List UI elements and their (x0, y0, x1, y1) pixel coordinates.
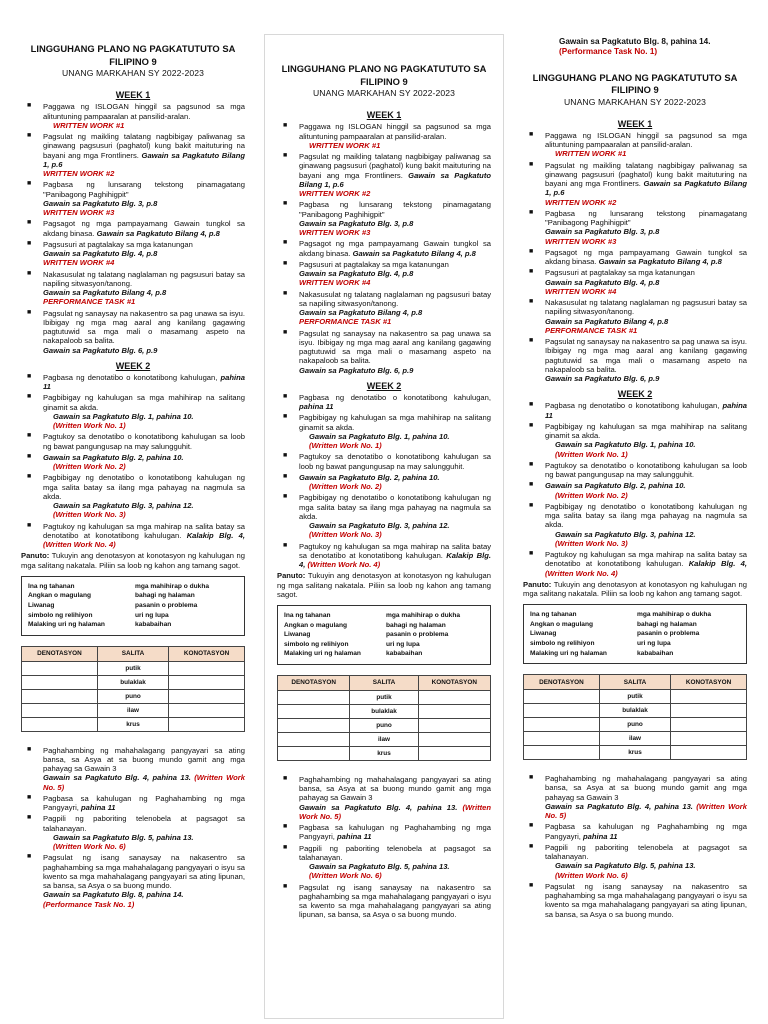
week-1-heading: WEEK 1 (115, 90, 151, 101)
week-2b-list (277, 775, 491, 920)
list-item: ■ Pagsagot ng mga pampayamang Gawain tungkol sa akdang binasa. Gawain sa Pagkatuto Bilang 4, p.8 (27, 219, 245, 238)
list-item: ■ Pagsulat ng sanaysay na nakasentro sa pag unawa sa isyu. Ibibigay ng mga mag aaral ang kanilang gagawing pagtutuwid sa mga mali o masamang aspeto na nakapaloob sa balita. Gawain sa Pagkatuto Blg. 6, p.9 (27, 308, 245, 355)
list-item: ■ Pagtukoy ng kahulugan sa mga mahirap na salita batay sa denotatibo at konotatibong kahulugan. Kalakip Blg. 4, (Written Work No. 4) (27, 521, 245, 550)
list-item: ■ Pagsulat ng maikling talatang nagbibigay paliwanag sa ginawang pagsusuri (paghatol) kung bakit maituturing na bayani ang mga Frontliners. Gawain sa Pagkatuto Bilang 1, p.6 WRITTEN WORK #2 (27, 132, 245, 179)
list-item: ■ Pagsusuri at pagtalakay sa mga katanungan Gawain sa Pagkatuto Blg. 4, p.8 WRITTEN WORK #4 (529, 268, 695, 296)
list-item: ■ Paghahambing ng mahahalagang pangyayari sa ating bansa, sa Asya at sa buong mundo gamit ang mga pahayag sa Gawain 3 Gawain sa Pagkatuto Blg. 4, pahina 13. (Written Work No. 5) (27, 745, 245, 792)
list-item: ■ Pagbasa sa kahulugan ng Paghahambing ng mga Pangyayri, pahina 11 (529, 822, 747, 841)
list-item: ■ Pagpili ng paboriting telenobela at pagsagot sa talahanayan. Gawain sa Pagkatuto Blg. 5, pahina 13. (Written Work No. 6) (27, 814, 245, 852)
list-item: ■ Pagsulat ng sanaysay na nakasentro sa pag unawa sa isyu. Ibibigay ng mga mag aaral ang kanilang gagawing pagtutuwid sa mga mali o masamang aspeto na nakapaloob sa balita. Gawain sa Pagkatuto Blg. 6, p.9 (283, 328, 491, 375)
document-subtitle: UNANG MARKAHAN SY 2022-2023 (312, 88, 455, 99)
table-row: krus (22, 717, 245, 731)
list-item: ■ Pagpili ng paboriting telenobela at pagsagot sa talahanayan. Gawain sa Pagkatuto Blg. 5, pahina 13. (Written Work No. 6) (283, 843, 491, 881)
word-choices-box (523, 604, 747, 664)
denotasyon-table: DENOTASYON SALITA KONOTASYON putik bulaklak puno ilaw krus (523, 674, 747, 760)
word-choices-box (21, 576, 245, 636)
instructions: Panuto: Tukuyin ang denotasyon at konotasyon ng kahulugan ng mga salitang nakatala. Piliin sa loob ng kahon ang tamang sagot. (523, 579, 747, 599)
table-row: putik (22, 661, 245, 675)
table-row: putik (524, 690, 747, 704)
list-item: ■ Pagsulat ng maikling talatang nagbibigay paliwanag sa ginawang pagsusuri (paghatol) kung bakit maituturing na bayani ang mga Frontliners. Gawain sa Pagkatuto Bilang 1, p.6 WRITTEN WORK #2 (283, 152, 491, 199)
instructions: Panuto: Tukuyin ang denotasyon at konotasyon ng kahulugan ng mga salitang nakatala. Piliin sa loob ng kahon ang tamang sagot. (21, 551, 245, 570)
instructions: Panuto: Tukuyin ang denotasyon at konotasyon ng kahulugan ng mga salitang nakatala. Piliin sa loob ng kahon ang tamang sagot. (277, 571, 491, 599)
list-item: ■ Pagtukoy ng kahulugan sa mga mahirap na salita batay sa denotatibo at konotatibong kahulugan. Kalakip Blg. 4, (Written Work No. 4) (283, 541, 491, 570)
list-item: ■ Pagsulat ng isang sanaysay na nakasentro sa paghahambing sa mga mahahalagang pangyayari o isyu sa kwento sa mga mahahalagang pangyayari sa ating lipunan, sa bansa, sa Asya o sa buong mundo. (283, 882, 491, 920)
table-row: puno (278, 718, 491, 732)
word-choices-box (277, 605, 491, 665)
list-item: ■ Pagtukoy sa denotatibo o konotatibong kahulugan sa loob ng bawat pangungusap na may salungguhit. (27, 432, 245, 451)
word-choices-right: mga mahihirap o dukha bahagi ng halaman pasanin o problema uri ng lupa kababaihan (386, 612, 461, 658)
week-2-list (523, 401, 747, 578)
document-title: LINGGUHANG PLANO NG PAGKATUTUTO SA FILIPINO 9 (281, 63, 487, 87)
table-row: ilaw (22, 703, 245, 717)
list-item: ■ Pagbasa ng denotatibo o konotatibong kahulugan, pahina 11 (529, 401, 747, 420)
week-2-heading: WEEK 2 (366, 380, 402, 391)
list-item: ■ Paggawa ng ISLOGAN hinggil sa pagsunod sa mga alituntuning pampaaralan at pansilid-aralan. WRITTEN WORK #1 (27, 102, 245, 130)
word-choices-left: Ina ng tahanan Angkan o magulang Liwanag simbolo ng relihiyon Malaking uri ng halaman (530, 611, 607, 657)
week-2b-list (21, 746, 245, 909)
list-item: ■ Pagbibigay ng denotatibo o konotatibong kahulugan ng mga salita batay sa ilang mga pahayag na nagmula sa akda. Gawain sa Pagkatuto Blg. 3, pahina 12. (Written Work No. 3) (529, 501, 747, 548)
word-choices-right: mga mahihirap o dukha bahagi ng halaman pasanin o problema uri ng lupa kababaihan (135, 582, 210, 629)
list-item: ■ Pagbasa ng lunsarang tekstong pinamagatang "Panibagong Paghihigpit" Gawain sa Pagkatuto Blg. 3, p.8 WRITTEN WORK #3 (283, 200, 491, 238)
document-title: LINGGUHANG PLANO NG PAGKATUTUTO SA FILIPINO 9 (532, 71, 738, 96)
table-row: puno (524, 718, 747, 732)
list-item: ■ Pagsulat ng maikling talatang nagbibigay paliwanag sa ginawang pagsusuri (paghatol) kung bakit maituturing na bayani ang mga Frontliners. Gawain sa Pagkatuto Bilang 1, p.6 WRITTEN WORK #2 (529, 160, 747, 207)
document-subtitle: UNANG MARKAHAN SY 2022-2023 (563, 96, 706, 107)
week-1-list (523, 131, 747, 384)
list-item: ■ Paghahambing ng mahahalagang pangyayari sa ating bansa, sa Asya at sa buong mundo gamit ang mga pahayag sa Gawain 3 Gawain sa Pagkatuto Blg. 4, pahina 13. (Written Work No. 5) (529, 774, 747, 821)
list-item: ■ Pagbibigay ng denotatibo o konotatibong kahulugan ng mga salita batay sa ilang mga pahayag na nagmula sa akda. Gawain sa Pagkatuto Blg. 3, pahina 12. (Written Work No. 3) (283, 493, 491, 540)
week-2-list (277, 393, 491, 570)
list-item: ■ Pagsulat ng sanaysay na nakasentro sa pag unawa sa isyu. Ibibigay ng mga mag aaral ang kanilang gagawing pagtutuwid sa mga mali o masamang aspeto na nakapaloob sa balita. Gawain sa Pagkatuto Blg. 6, p.9 (529, 337, 747, 384)
list-item: ■ Pagtukoy sa denotatibo o konotatibong kahulugan sa loob ng bawat pangungusap na may salungguhit. (529, 460, 747, 480)
list-item: ■ Pagtukoy ng kahulugan sa mga mahirap na salita batay sa denotatibo at konotatibong kahulugan. Kalakip Blg. 4, (Written Work No. 4) (529, 550, 747, 578)
list-item: ■ Nakasusulat ng talatang naglalaman ng pagsusuri batay sa napiling sitwasyon/tanong. Gawain sa Pagkatuto Bilang 4, p.8 PERFORMANCE TASK #1 (27, 269, 245, 307)
table-row: krus (278, 746, 491, 760)
plan-sheet-left (8, 36, 258, 1016)
table-row: bulaklak (278, 704, 491, 718)
list-item: ■ Pagpili ng paboriting telenobela at pagsagot sa talahanayan. Gawain sa Pagkatuto Blg. 5, pahina 13. (Written Work No. 6) (529, 842, 747, 880)
table-row: puno (22, 689, 245, 703)
week-1-list (277, 122, 491, 375)
document-title: LINGGUHANG PLANO NG PAGKATUTUTO SA FILIPINO 9 (30, 43, 236, 67)
table-row: bulaklak (524, 704, 747, 718)
word-choices-left: Ina ng tahanan Angkan o magulang Liwanag simbolo ng relihiyon Malaking uri ng halaman (28, 582, 105, 629)
denotasyon-table: DENOTASYON SALITA KONOTASYON putik bulaklak puno ilaw krus (277, 675, 491, 761)
list-item: ■ Pagsagot ng mga pampayamang Gawain tungkol sa akdang binasa. Gawain sa Pagkatuto Bilang 4, p.8 (529, 247, 747, 267)
table-row: putik (278, 690, 491, 704)
list-item: ■ Pagbasa ng lunsarang tekstong pinamagatang "Panibagong Paghihigpit" Gawain sa Pagkatuto Blg. 3, p.8 WRITTEN WORK #3 (27, 180, 245, 218)
list-item: ■ Pagsusuri at pagtalakay sa mga katanungan Gawain sa Pagkatuto Blg. 4, p.8 WRITTEN WORK #4 (283, 259, 449, 288)
document-subtitle: UNANG MARKAHAN SY 2022-2023 (61, 68, 204, 79)
week-2b-list (523, 774, 747, 919)
table-row: ilaw (278, 732, 491, 746)
list-item: ■ Pagbasa sa kahulugan ng Paghahambing ng mga Pangyayri, pahina 11 (283, 823, 491, 842)
list-item: ■ Pagsusuri at pagtalakay sa mga katanungan Gawain sa Pagkatuto Blg. 4, p.8 WRITTEN WORK #4 (27, 239, 193, 268)
list-item: ■ Pagbibigay ng kahulugan sa mga mahihirap na salitang ginamit sa akda. Gawain sa Pagkatuto Blg. 1, pahina 10. (Written Work No. 1) (27, 393, 245, 431)
list-item: ■ Pagsagot ng mga pampayamang Gawain tungkol sa akdang binasa. Gawain sa Pagkatuto Bilang 4, p.8 (283, 239, 491, 258)
table-row: bulaklak (22, 675, 245, 689)
list-item: ■ Pagbasa ng denotatibo o konotatibong kahulugan, pahina 11 (27, 372, 245, 392)
week-1-heading: WEEK 1 (617, 118, 653, 129)
list-item: ■ Pagbibigay ng kahulugan sa mga mahihirap na salitang ginamit sa akda. Gawain sa Pagkatuto Blg. 1, pahina 10. (Written Work No. 1) (283, 413, 491, 451)
list-item: ■ Pagtukoy sa denotatibo o konotatibong kahulugan sa loob ng bawat pangungusap na may salungguhit. (283, 452, 491, 471)
week-2-heading: WEEK 2 (617, 389, 653, 400)
list-item: ■ Pagbibigay ng denotatibo o konotatibong kahulugan ng mga salita batay sa ilang mga pahayag na nagmula sa akda. Gawain sa Pagkatuto Blg. 3, pahina 12. (Written Work No. 3) (27, 473, 245, 520)
list-item: ■ Paggawa ng ISLOGAN hinggil sa pagsunod sa mga alituntuning pampaaralan at pansilid-aralan. WRITTEN WORK #1 (283, 122, 491, 150)
week-1-heading: WEEK 1 (366, 110, 402, 121)
list-item: ■ Gawain sa Pagkatuto Blg. 2, pahina 10. (Written Work No. 2) (529, 481, 686, 500)
list-item: ■ Gawain sa Pagkatuto Blg. 2, pahina 10. (Written Work No. 2) (27, 452, 184, 472)
word-choices-left: Ina ng tahanan Angkan o magulang Liwanag simbolo ng relihiyon Malaking uri ng halaman (284, 612, 361, 658)
list-item: ■ Pagbasa ng lunsarang tekstong pinamagatang "Panibagong Paghihigpit" Gawain sa Pagkatuto Blg. 3, p.8 WRITTEN WORK #3 (529, 208, 747, 246)
list-item: ■ Nakasusulat ng talatang naglalaman ng pagsusuri batay sa napiling sitwasyon/tanong. Gawain sa Pagkatuto Bilang 4, p.8 PERFORMANCE TASK #1 (529, 298, 747, 335)
list-item: ■ Pagbasa ng denotatibo o konotatibong kahulugan, pahina 11 (283, 392, 491, 412)
list-item: ■ Gawain sa Pagkatuto Blg. 2, pahina 10. (Written Work No. 2) (283, 472, 440, 492)
week-1-list (21, 102, 245, 355)
word-choices-right: mga mahihirap o dukha bahagi ng halaman pasanin o problema uri ng lupa kababaihan (637, 611, 712, 657)
carryover-reference: Gawain sa Pagkatuto Blg. 8, pahina 14. (Performance Task No. 1) (559, 37, 711, 57)
week-2-list (21, 373, 245, 550)
list-item: ■ Nakasusulat ng talatang naglalaman ng pagsusuri batay sa napiling sitwasyon/tanong. Gawain sa Pagkatuto Bilang 4, p.8 PERFORMANCE TASK #1 (283, 289, 491, 327)
list-item: ■ Pagsulat ng isang sanaysay na nakasentro sa paghahambing sa mga mahahalagang pangyayari o isyu sa kwento sa mga mahahalagang pangyayari sa ating lipunan, sa bansa, sa Asya o sa buong mundo. (529, 881, 747, 919)
denotasyon-table: DENOTASYON SALITA KONOTASYON putik bulaklak puno ilaw krus (21, 646, 245, 732)
plan-sheet-right (510, 34, 760, 1019)
week-2-heading: WEEK 2 (115, 360, 151, 371)
list-item: ■ Paggawa ng ISLOGAN hinggil sa pagsunod sa mga alituntuning pampaaralan at pansilid-aralan. WRITTEN WORK #1 (529, 130, 747, 159)
list-item: ■ Pagbasa sa kahulugan ng Paghahambing ng mga Pangyayri, pahina 11 (27, 793, 245, 813)
list-item: ■ Paghahambing ng mahahalagang pangyayari sa ating bansa, sa Asya at sa buong mundo gamit ang mga pahayag sa Gawain 3 Gawain sa Pagkatuto Blg. 4, pahina 13. (Written Work No. 5) (283, 774, 491, 821)
table-row: ilaw (524, 732, 747, 746)
table-row: krus (524, 746, 747, 760)
list-item: ■ Pagbibigay ng kahulugan sa mga mahihirap na salitang ginamit sa akda. Gawain sa Pagkatuto Blg. 1, pahina 10. (Written Work No. 1) (529, 421, 747, 459)
list-item: ■ Pagsulat ng isang sanaysay na nakasentro sa paghahambing sa mga mahahalagang pangyayari o isyu sa kwento sa mga mahahalagang pangyayari sa ating lipunan, sa bansa, sa Asya o sa buong mundo. Gawain sa Pagkatuto Blg. 8, pahina 14. (Performance Task No. 1) (27, 853, 245, 909)
plan-sheet-middle (264, 34, 504, 1019)
